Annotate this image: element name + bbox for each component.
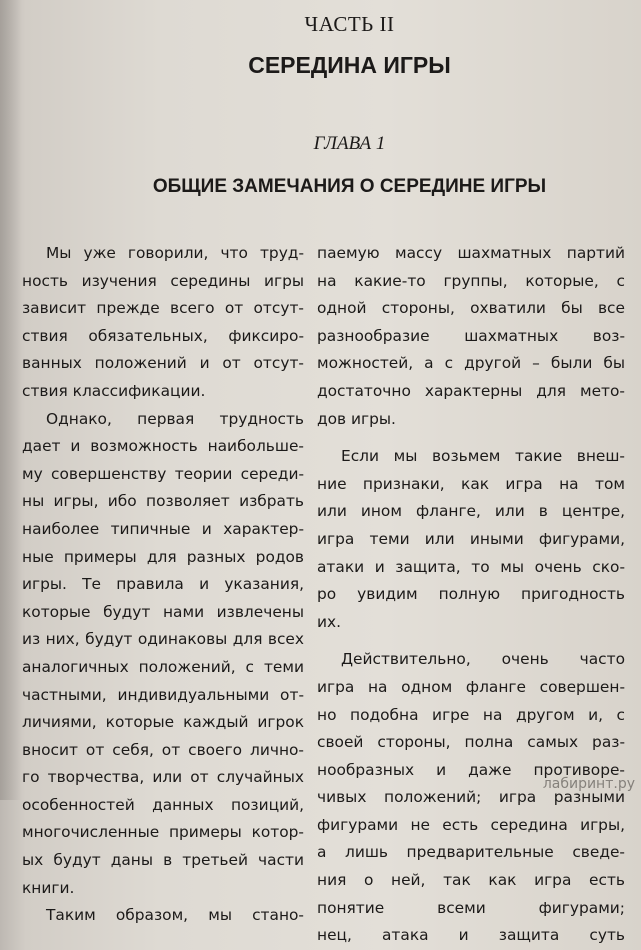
text-line: понятие всеми фигурами; [317,898,625,917]
text-line: их. [317,612,342,631]
text-line: ро увидим полную пригодность [317,585,625,604]
text-line: го творчества, или от случайных [22,768,304,787]
text-line: ние признаки, как игра на том [317,474,625,493]
right-paragraph-2 [317,443,625,636]
text-line: можностей, а с другой – были бы [317,354,625,373]
left-paragraph-2 [22,406,304,903]
text-line: ствия классификации. [22,381,206,400]
left-paragraph-1 [22,240,304,406]
text-line: ствия обязательных, фиксиро- [22,326,304,345]
left-paragraph-3 [22,902,304,930]
text-line: паемую массу шахматных партий [317,244,625,262]
watermark-logo: лабиринт.ру [542,776,635,792]
text-line: игры. Те правила и указания, [22,575,304,594]
part-title: СЕРЕДИНА ИГРЫ [248,52,451,78]
text-line: из них, будут одинаковы для всех [22,630,304,649]
text-line: нец, атака и защита суть [317,926,625,945]
text-line: наиболее типичные и характер- [22,519,304,538]
text-line: ные примеры для разных родов [22,547,304,566]
text-line: Если мы возьмем такие внеш- [341,447,625,466]
text-line: особенностей данных позиций, [22,795,304,814]
text-line: атаки и защита, то мы очень ско- [317,557,625,576]
text-line: ния о ней, так как игра есть [317,871,625,890]
text-line: которые будут нами извлечены [22,602,304,621]
text-line: разнообразие шахматных воз- [317,326,625,345]
left-column [22,240,304,930]
text-line: дов игры. [317,409,396,428]
right-paragraph-1 [317,240,625,433]
text-line: фигурами не есть середина игры, [317,815,625,834]
text-line: ность изучения середины игры [22,271,304,290]
part-label: ЧАСТЬ II [304,12,395,36]
right-column [317,240,625,950]
text-line: книги. [22,878,75,897]
right-paragraph-3 [317,646,625,950]
text-line: ванных положений и от отсут- [22,354,304,373]
text-line: или ином фланге, или в центре, [317,502,625,521]
text-line: игра теми или иными фигурами, [317,529,625,548]
text-line: чивых положений; игра разными [317,788,625,807]
text-line: личиями, которые каждый игрок [22,713,304,732]
text-line: нообразных и даже противоре- [317,760,625,779]
text-line: Мы уже говорили, что труд- [46,244,304,262]
text-line: дает и возможность наибольше- [22,437,304,456]
text-line: многочисленные примеры котор- [22,823,304,842]
text-line: одной стороны, охватили бы все [317,299,625,318]
text-line: аналогичных положений, с теми [22,657,304,676]
text-line: му совершенству теории середи- [22,464,304,483]
text-line: но подобна игре на другом и, с [317,705,625,724]
text-line: ны игры, ибо позволяет избрать [22,492,304,511]
text-line: игра на одном фланге совершен- [317,677,625,696]
text-line: достаточно характерны для мето- [317,381,625,400]
page-gutter-shadow [0,0,22,800]
text-line: вносит от себя, от своего лично- [22,740,304,759]
text-line: зависит прежде всего от отсут- [22,299,304,318]
text-line: на какие-то группы, которые, с [317,271,625,290]
text-line: своей стороны, полна самых раз- [317,733,625,752]
chapter-heading: ОБЩИЕ ЗАМЕЧАНИЯ О СЕРЕДИНЕ ИГРЫ [152,176,547,197]
text-line: Действительно, очень часто [341,650,625,669]
chapter-label: ГЛАВА 1 [313,133,386,154]
text-line: частными, индивидуальными от- [22,685,304,704]
text-line: Таким образом, мы стано- [46,906,304,925]
text-line: а лишь предварительные сведе- [317,843,625,862]
text-line: ых будут даны в третьей части [22,851,304,870]
text-line: Однако, первая трудность [46,409,304,428]
